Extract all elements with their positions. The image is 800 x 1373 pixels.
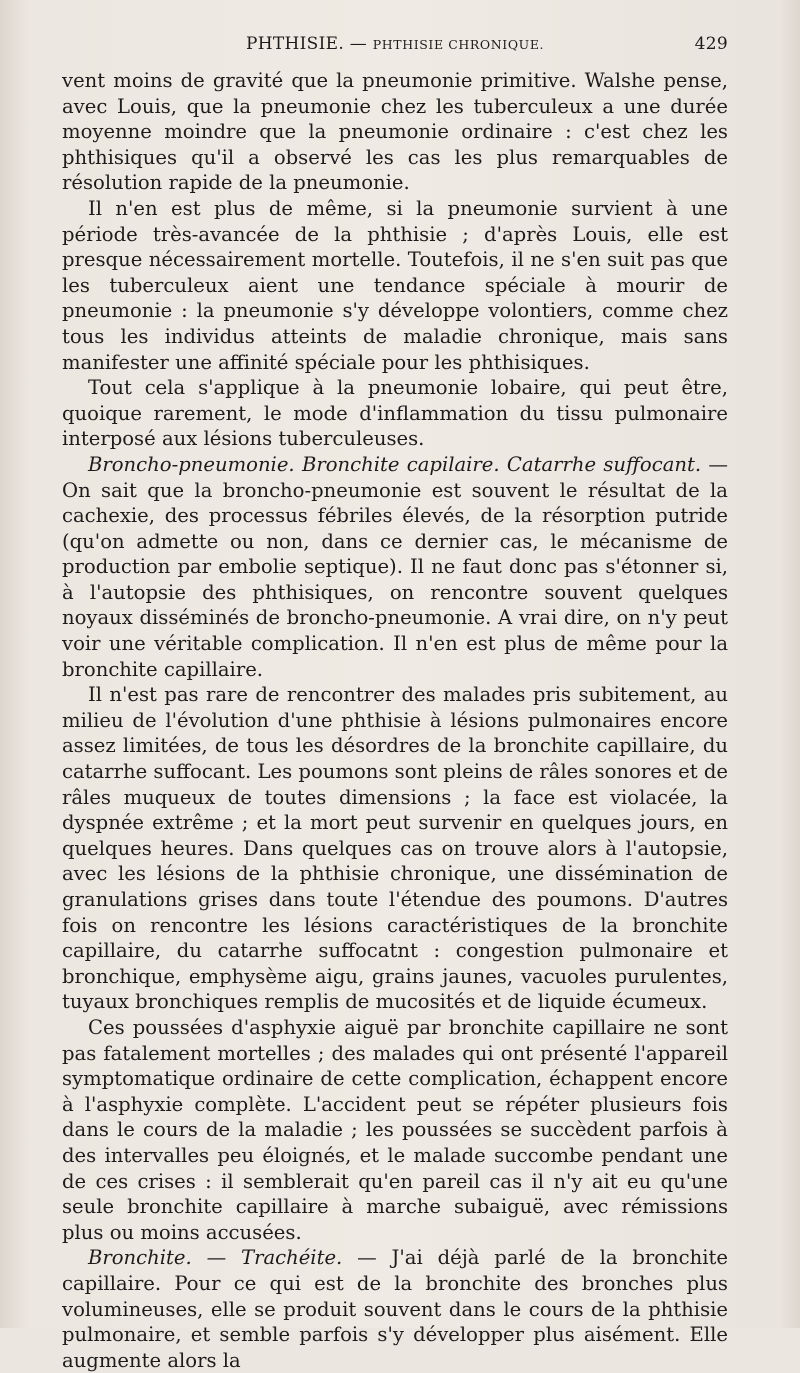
running-title-sub: PHTHISIE CHRONIQUE. xyxy=(372,37,545,52)
paragraph xyxy=(62,375,728,452)
body-text xyxy=(62,68,728,1373)
paragraph-text: — J'ai déjà parlé de la bronchite capillaire. Pour ce qui est de la bronchite des bronches plus volumineuses, elle se produit souvent dans le cours de la phthisie pulmonaire, et semble parfois s'y développer plus aisément. Elle augmente alors la xyxy=(62,1246,729,1372)
section-heading: Bronchite. — Trachéite. xyxy=(88,1246,343,1270)
paragraph-text: Il n'en est plus de même, si la pneumonie survient à une période très-avancée de la phthisie ; d'après Louis, elle est presque nécessairement mortelle. Toutefois, il ne s'en suit pas que les tuberculeux aient une tendance spéciale à mourir de pneumonie : la pneumonie s'y développe volontiers, comme chez tous les individus atteints de maladie chronique, mais sans manifester une affinité spéciale pour les phthisiques. xyxy=(62,196,728,374)
paragraph xyxy=(62,682,728,1015)
section-heading: Broncho-pneumonie. Bronchite capilaire. Catarrhe suffocant. xyxy=(88,452,702,476)
paragraph-text: Ces poussées d'asphyxie aiguë par bronchite capillaire ne sont pas fatalement mortelles ; des malades qui ont présenté l'appareil symptomatique ordinaire de cette complication, échappent encore à l'asphyxie complète. L'accident peut se répéter plusieurs fois dans le cours de la maladie ; les poussées se succèdent parfois à des intervalles peu éloignés, et le malade succombe pendant une de ces crises : il semblerait qu'en pareil cas il n'y ait eu qu'une seule bronchite capillaire à marche subaiguë, avec rémissions plus ou moins accusées. xyxy=(62,1015,728,1244)
paragraph xyxy=(62,68,728,196)
paragraph-text: Il n'est pas rare de rencontrer des malades pris subitement, au milieu de l'évolution d'une phthisie à lésions pulmonaires encore assez limitées, de tous les désordres de la bronchite capillaire, du catarrhe suffocant. Les poumons sont pleins de râles sonores et de râles muqueux de toutes dimensions ; la face est violacée, la dyspnée extrême ; et la mort peut survenir en quelques jours, en quelques heures. Dans quelques cas on trouve alors à l'autopsie, avec les lésions de la phthisie chronique, une dissémination de granulations grises dans toute l'étendue des poumons. D'autres fois on rencontre les lésions caractéristiques de la bronchite capillaire, du catarrhe suffocatnt : congestion pulmonaire et bronchique, emphysème aigu, grains jaunes, vacuoles purulentes, tuyaux bronchiques remplis de mucosités et de liquide écumeux. xyxy=(62,683,728,1014)
paragraph xyxy=(62,196,728,375)
running-title xyxy=(246,34,544,54)
running-title-dash: — xyxy=(344,34,373,54)
paragraph-text: Tout cela s'applique à la pneumonie lobaire, qui peut être, quoique rarement, le mode d'inflammation du tissu pulmonaire interposé aux lésions tuberculeuses. xyxy=(62,376,728,451)
paragraph xyxy=(62,1245,728,1373)
page-number: 429 xyxy=(694,34,728,54)
running-header xyxy=(62,34,728,60)
running-title-main: PHTHISIE. xyxy=(246,34,345,54)
paragraph xyxy=(62,1015,728,1245)
paragraph-text: — On sait que la broncho-pneumonie est souvent le résultat de la cachexie, des processus fébriles élevés, de la résorption putride (qu'on admette ou non, dans ce dernier cas, le mécanisme de production par embolie septique). Il ne faut donc pas s'étonner si, à l'autopsie des phthisiques, on rencontre souvent quelques noyaux disséminés de broncho-pneumonie. A vrai dire, on n'y peut voir une véritable complication. Il n'en est plus de même pour la bronchite capillaire. xyxy=(62,452,728,681)
paragraph xyxy=(62,452,728,682)
paragraph-text: vent moins de gravité que la pneumonie primitive. Walshe pense, avec Louis, que la pneumonie chez les tuberculeux a une durée moyenne moindre que la pneumonie ordinaire : c'est chez les phthisiques qu'il a observé les cas les plus remarquables de résolution rapide de la pneumonie. xyxy=(62,69,728,195)
